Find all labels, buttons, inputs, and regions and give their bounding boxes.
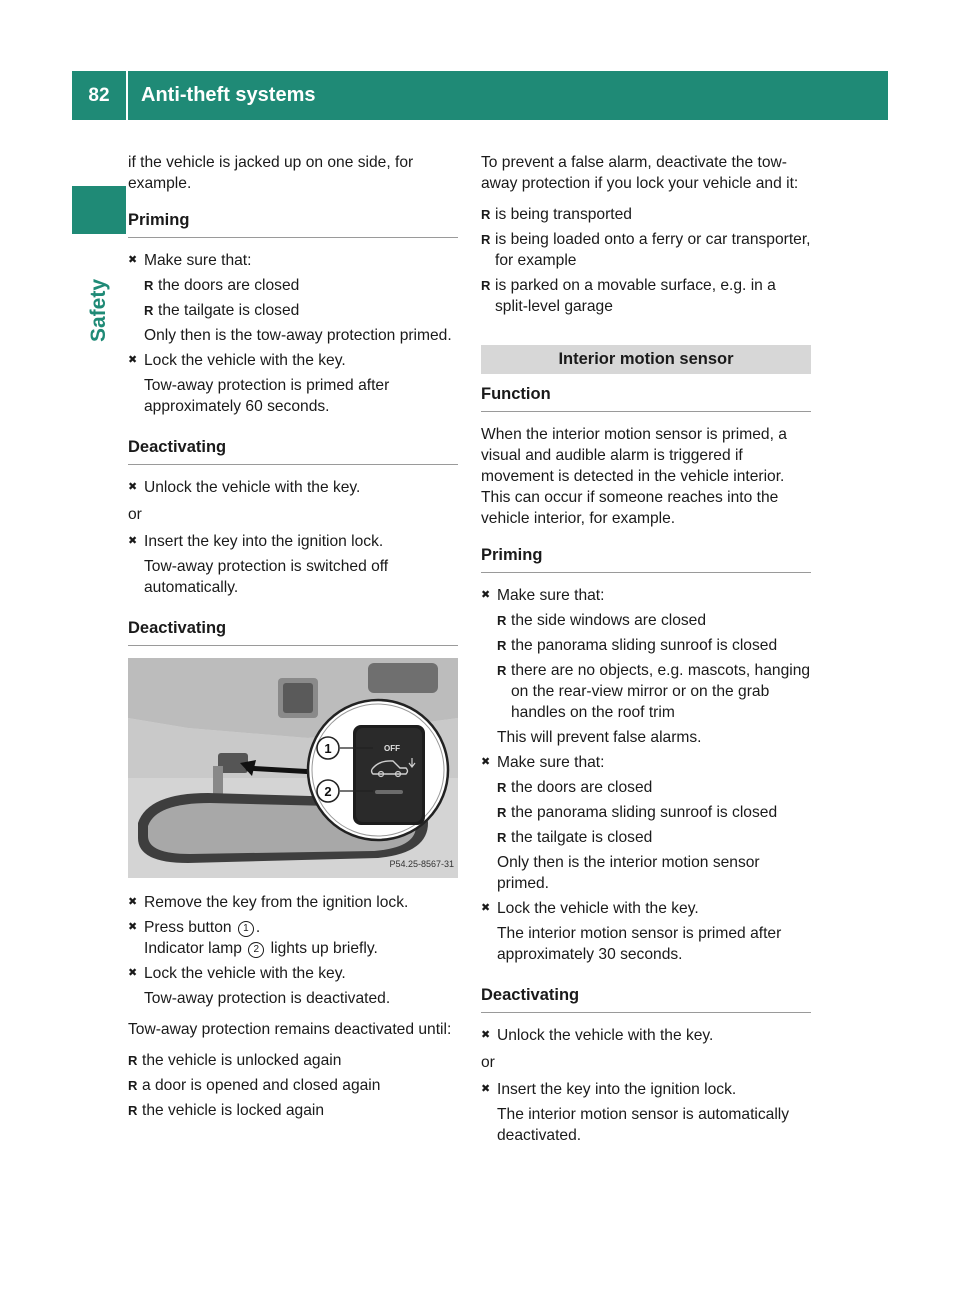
list-item: R a door is opened and closed again <box>128 1075 458 1096</box>
callout-ref-2: 2 <box>248 942 264 958</box>
step-result: The interior motion sensor is primed after approximately 30 seconds. <box>497 925 782 963</box>
list-item: R the vehicle is locked again <box>128 1100 458 1121</box>
step-result: Only then is the interior motion sensor primed. <box>497 854 760 892</box>
page-header <box>72 71 888 120</box>
list-item: R is being transported <box>481 204 811 225</box>
step-result: Tow-away protection is deactivated. <box>144 990 391 1007</box>
step-text-end: . <box>255 919 261 936</box>
step <box>128 250 458 271</box>
step-text: Insert the key into the ignition lock. <box>144 533 384 550</box>
step <box>481 1025 811 1046</box>
left-intro: if the vehicle is jacked up on one side, for example. <box>128 154 414 192</box>
off-label: OFF <box>384 744 400 753</box>
bullet-list <box>481 610 811 723</box>
list-item: R the doors are closed <box>497 777 811 798</box>
step-text: Make sure that: <box>497 587 605 604</box>
step-result: Tow-away protection is primed after approximately 60 seconds. <box>144 377 390 415</box>
step-result: The interior motion sensor is automatically deactivated. <box>497 1106 790 1144</box>
step-text: Lock the vehicle with the key. <box>144 965 346 982</box>
step-result <box>128 938 458 959</box>
step <box>128 350 458 371</box>
step-text: Press button <box>144 919 232 936</box>
bullet-list <box>481 777 811 848</box>
list-item: R the tailgate is closed <box>497 827 811 848</box>
step <box>128 963 458 984</box>
illustration-svg <box>128 658 458 878</box>
step <box>128 531 458 552</box>
or-label: or <box>481 1054 495 1071</box>
page-number: 82 <box>88 85 110 106</box>
step-text: Insert the key into the ignition lock. <box>497 1081 737 1098</box>
right-intro: To prevent a false alarm, deactivate the tow-away protection if you lock your vehicle and it: <box>481 154 799 192</box>
or-label: or <box>128 506 142 523</box>
list-item: R the doors are closed <box>144 275 458 296</box>
left-column <box>128 152 458 1125</box>
list-item: R the tailgate is closed <box>144 300 458 321</box>
callout-2: 2 <box>324 784 332 799</box>
section-tab <box>72 186 126 234</box>
step-text: Make sure that: <box>497 754 605 771</box>
step <box>481 898 811 919</box>
step <box>481 1079 811 1100</box>
step <box>128 477 458 498</box>
step-result-text-end: lights up briefly. <box>270 940 378 957</box>
step-text: Lock the vehicle with the key. <box>144 352 346 369</box>
step <box>128 917 458 938</box>
step <box>128 892 458 913</box>
switch-illustration <box>128 658 458 878</box>
step-result: This will prevent false alarms. <box>497 729 702 746</box>
list-item: R there are no objects, e.g. mascots, hanging on the rear-view mirror or on the grab handles on the roof trim <box>497 660 811 723</box>
bullet-list <box>128 275 458 321</box>
chapter-title: Anti-theft systems <box>141 84 316 106</box>
callout-ref-1: 1 <box>238 921 254 937</box>
step-result: Tow-away protection is switched off automatically. <box>144 558 389 596</box>
right-column <box>481 152 811 1146</box>
list-item: R the side windows are closed <box>497 610 811 631</box>
step-result: Only then is the tow-away protection primed. <box>144 327 452 344</box>
figure-code: P54.25-8567-31 <box>389 859 454 869</box>
list-item: R the panorama sliding sunroof is closed <box>497 802 811 823</box>
step-text: Lock the vehicle with the key. <box>497 900 699 917</box>
step-text: Remove the key from the ignition lock. <box>144 894 409 911</box>
step-text: Unlock the vehicle with the key. <box>497 1027 714 1044</box>
deactivating-heading-2: Deactivating <box>128 618 458 646</box>
function-heading: Function <box>481 384 811 412</box>
remains-text: Tow-away protection remains deactivated until: <box>128 1021 452 1038</box>
section-label: Safety <box>87 278 110 342</box>
list-item: R is being loaded onto a ferry or car transporter, for example <box>481 229 811 271</box>
header-divider <box>126 71 128 120</box>
function-text: When the interior motion sensor is primed, a visual and audible alarm is triggered if movement is detected in the vehicle interior. This can occur if someone reaches into the vehicle interior, for example. <box>481 426 787 527</box>
list-item: R the panorama sliding sunroof is closed <box>497 635 811 656</box>
deactivating-heading: Deactivating <box>481 985 811 1013</box>
priming-heading: Priming <box>128 210 458 238</box>
step <box>481 585 811 606</box>
deactivating-heading: Deactivating <box>128 437 458 465</box>
step-text: Unlock the vehicle with the key. <box>144 479 361 496</box>
step-result-text: Indicator lamp <box>144 940 242 957</box>
priming-heading: Priming <box>481 545 811 573</box>
section-band: Interior motion sensor <box>481 345 811 374</box>
step <box>481 752 811 773</box>
callout-1: 1 <box>324 741 332 756</box>
list-item: R the vehicle is unlocked again <box>128 1050 458 1071</box>
list-item: R is parked on a movable surface, e.g. in a split-level garage <box>481 275 811 317</box>
step-text: Make sure that: <box>144 252 252 269</box>
